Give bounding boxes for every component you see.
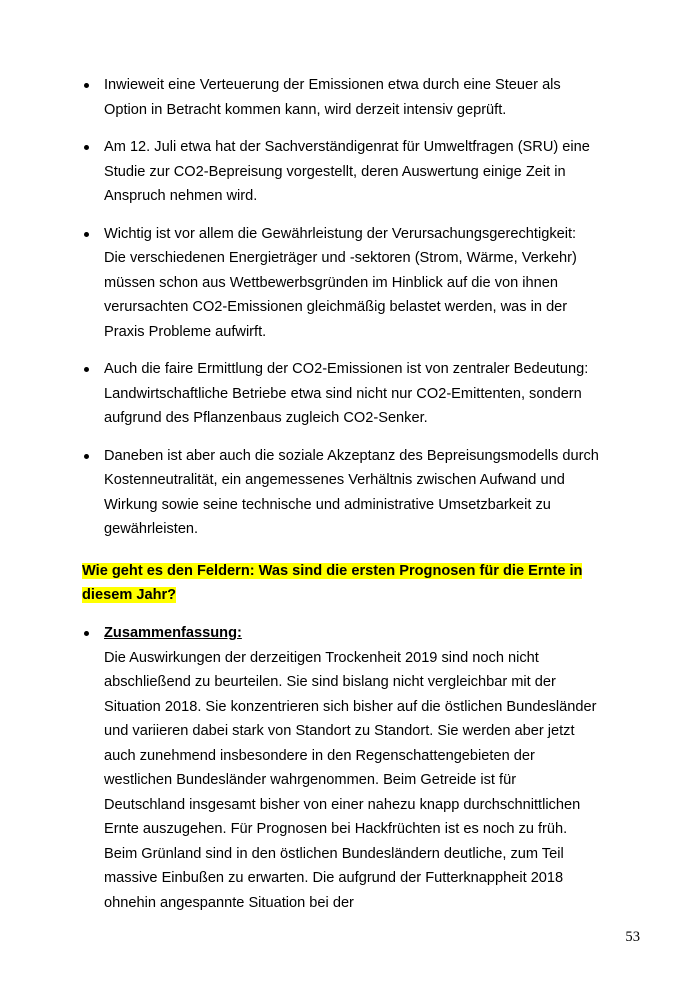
bullet-text: Daneben ist aber auch die soziale Akzeptanz des Bepreisungsmodells durch Kostenneutralität, ein angemessenes Verhältnis zwischen Aufwand und Wirkung sowie seine technische und administrative Umsetzbarkeit zu gewährleisten. — [104, 447, 599, 537]
bullet-icon — [84, 83, 89, 88]
bullet-text: Wichtig ist vor allem die Gewährleistung der Verursachungsgerechtigkeit: Die verschiedenen Energieträger und -sektoren (Strom, Wärme, Verkehr) müssen schon aus Wettbewerbsgründen im Hinblick auf die von ihnen verursachten CO2-Emissionen gleichmäßig belastet werden, was in der Praxis Probleme aufwirft. — [104, 225, 577, 340]
bullet-text: Auch die faire Ermittlung der CO2-Emissionen ist von zentraler Bedeutung: Landwirtschaftliche Betriebe etwa sind nicht nur CO2-Emittenten, sondern aufgrund des Pflanzenbaus zugleich CO2-Senker. — [104, 361, 589, 426]
bullet-icon — [84, 367, 89, 372]
list-item — [80, 357, 600, 431]
section-heading — [82, 559, 627, 607]
summary-text: Die Auswirkungen der derzeitigen Trockenheit 2019 sind noch nicht abschließend zu beurteilen. Sie sind bislang nicht vergleichbar mit der Situation 2018. Sie konzentrieren sich bisher auf die östlichen Bundesländer und variieren dabei stark von Standort zu Standort. Sie werden aber jetzt auch zunehmend insbesondere in den Regenschattengebieten der westlichen Bundesländer wahrgenommen. Beim Getreide ist für Deutschland insgesamt bisher von einer nahezu knapp durchschnittlichen Ernte auszugehen. Für Prognosen bei Hackfrüchten ist es noch zu früh. Beim Grünland sind in den östlichen Bundesländern deutliche, zum Teil massive Einbußen zu erwarten. Die aufgrund der Futterknappheit 2018 ohnehin angespannte Situation bei der — [104, 649, 597, 911]
highlighted-heading-text: Wie geht es den Feldern: Was sind die ersten Prognosen für die Ernte in diesem Jahr? — [82, 563, 583, 603]
summary-title: Zusammenfassung: — [104, 625, 242, 641]
bullet-text: Inwieweit eine Verteuerung der Emissionen etwa durch eine Steuer als Option in Betracht kommen kann, wird derzeit intensiv geprüft. — [104, 77, 561, 118]
summary-item — [80, 621, 600, 915]
bullet-icon — [84, 454, 89, 459]
summary-list — [80, 621, 600, 928]
bullet-icon — [84, 232, 89, 237]
list-item — [80, 222, 600, 345]
list-item — [80, 135, 600, 209]
list-item — [80, 444, 600, 542]
bullet-icon — [84, 145, 89, 150]
list-item — [80, 73, 600, 122]
bullet-text: Am 12. Juli etwa hat der Sachverständigenrat für Umweltfragen (SRU) eine Studie zur CO2-Bepreisung vorgestellt, deren Auswertung einige Zeit in Anspruch nehmen wird. — [104, 139, 590, 204]
bullet-list — [80, 73, 600, 555]
page-number: 53 — [625, 929, 640, 945]
bullet-icon — [84, 631, 89, 636]
